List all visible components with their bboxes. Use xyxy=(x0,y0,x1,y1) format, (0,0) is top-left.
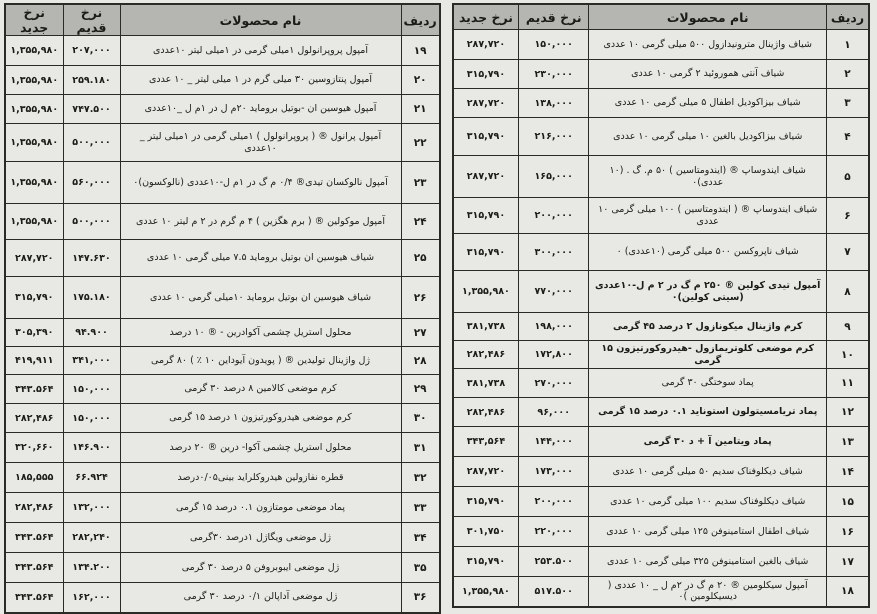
row-number-header: ردیف xyxy=(401,4,440,36)
old-price-cell: ۲۲۰,۰۰۰ xyxy=(519,517,589,547)
table-row xyxy=(453,198,869,234)
product-name-cell: کرم موضعی هیدروکورتیزون ۱ درصد ۱۵ گرمی xyxy=(120,404,401,433)
row-number-cell: ۲۱ xyxy=(401,95,440,124)
old-price-cell: ۹۶,۰۰۰ xyxy=(519,398,589,427)
row-number-cell: ۱۷ xyxy=(827,547,869,577)
product-name-cell: شیاف واژینال مترونیدازول ۵۰۰ میلی گرمی ۱۰ عددی xyxy=(589,30,827,60)
row-number-cell: ۱۳ xyxy=(827,427,869,457)
table-row xyxy=(5,375,440,404)
product-name-cell: ژل موضعی ایبوبروفن ۵ درصد ۳۰ گرمی xyxy=(120,553,401,583)
row-number-cell: ۴ xyxy=(827,118,869,156)
product-name-cell: شیاف هیوسین ان بوتیل بروماید ۱۰میلی گرمی ۱۰ عددی xyxy=(120,277,401,319)
table-row xyxy=(5,277,440,319)
product-name-cell: پماد ویتامین آ + د ۳۰ گرمی xyxy=(589,427,827,457)
table-row xyxy=(5,36,440,66)
row-number-cell: ۲۸ xyxy=(401,347,440,375)
old-price-cell: ۱۵۰,۰۰۰ xyxy=(519,30,589,60)
old-price-cell: ۷۷۰,۰۰۰ xyxy=(519,271,589,313)
product-name-cell: کرم موضعی کلوتریمازول -هیدروکورتیزون ۱۵ گرمی xyxy=(589,341,827,369)
row-number-cell: ۲۶ xyxy=(401,277,440,319)
new-price-cell: ۱,۳۵۵,۹۸۰ xyxy=(5,36,63,66)
product-name-cell: قطره نفازولین هیدروکلراید بینی۰/۰۵درصد xyxy=(120,463,401,493)
row-number-cell: ۳۶ xyxy=(401,583,440,613)
new-price-cell: ۲۸۷,۷۲۰ xyxy=(453,89,519,118)
new-price-cell: ۱,۳۵۵,۹۸۰ xyxy=(5,204,63,240)
table-row xyxy=(453,313,869,341)
product-name-cell: آمپول تیدی کولین ® ۲۵۰ م گ در ۲ م ل-۱۰عددی (سیتی کولین)۰ xyxy=(589,271,827,313)
product-name-cell: آمپول هیوسین ان -بوتیل بروماید ۲۰م ل در ۱م ل _۱۰عددی xyxy=(120,95,401,124)
product-name-cell: آمپول پروپرانولول ۱میلی گرمی در ۱میلی لیتر ۱۰عددی xyxy=(120,36,401,66)
old-price-cell: ۲۱۶,۰۰۰ xyxy=(519,118,589,156)
table-row xyxy=(453,487,869,517)
old-price-cell: ۱۴۶.۹۰۰ xyxy=(63,433,120,463)
row-number-cell: ۳۵ xyxy=(401,553,440,583)
new-price-cell: ۳۸۱,۷۳۸ xyxy=(453,369,519,398)
old-price-cell: ۲۰۷,۰۰۰ xyxy=(63,36,120,66)
product-name-cell: شیاف ایندوساپ ® (ایندومتاسین ) ۵۰ م. گ . (۱۰ عددی)۰ xyxy=(589,156,827,198)
old-price-cell: ۱۴۷.۶۳۰ xyxy=(63,240,120,277)
row-number-cell: ۵ xyxy=(827,156,869,198)
old-price-cell: ۱۳۴.۲۰۰ xyxy=(63,553,120,583)
new-price-cell: ۳۱۵,۷۹۰ xyxy=(5,277,63,319)
new-price-cell: ۲۸۲,۴۸۶ xyxy=(5,493,63,523)
table-row xyxy=(453,577,869,607)
new-price-cell: ۱,۳۵۵,۹۸۰ xyxy=(5,66,63,95)
old-price-cell: ۱۶۲,۰۰۰ xyxy=(63,583,120,613)
new-price-cell: ۳۱۵,۷۹۰ xyxy=(453,118,519,156)
new-price-header: نرخ جدید xyxy=(5,4,63,36)
old-price-cell: ۱۵۰,۰۰۰ xyxy=(63,404,120,433)
new-price-cell: ۳۲۰,۶۶۰ xyxy=(5,433,63,463)
product-name-cell: شیاف دیکلوفناک سدیم ۵۰ میلی گرمی ۱۰ عددی xyxy=(589,457,827,487)
old-price-cell: ۲۳۰,۰۰۰ xyxy=(519,60,589,89)
row-number-cell: ۲۰ xyxy=(401,66,440,95)
table-row xyxy=(453,398,869,427)
new-price-header: نرخ جدید xyxy=(453,4,519,30)
product-name-cell: شیاف دیکلوفناک سدیم ۱۰۰ میلی گرمی ۱۰ عددی xyxy=(589,487,827,517)
new-price-cell: ۳۱۵,۷۹۰ xyxy=(453,547,519,577)
table-row xyxy=(5,124,440,162)
old-price-cell: ۵۰۰,۰۰۰ xyxy=(63,124,120,162)
new-price-cell: ۲۸۷,۷۲۰ xyxy=(453,30,519,60)
table-row xyxy=(453,427,869,457)
product-name-cell: پماد تریامسیتولون استوناید ۰.۱ درصد ۱۵ گرمی xyxy=(589,398,827,427)
header-row xyxy=(453,4,869,30)
row-number-cell: ۲۵ xyxy=(401,240,440,277)
table-row xyxy=(453,89,869,118)
table-row xyxy=(5,319,440,347)
row-number-cell: ۱۶ xyxy=(827,517,869,547)
old-price-cell: ۱۹۸,۰۰۰ xyxy=(519,313,589,341)
table-row xyxy=(5,493,440,523)
new-price-cell: ۲۸۷,۷۲۰ xyxy=(5,240,63,277)
table-row xyxy=(5,95,440,124)
old-price-cell: ۲۷۰,۰۰۰ xyxy=(519,369,589,398)
product-name-cell: آمپول پرانول ® ( پروپرانولول ) ۱میلی گرمی در ۱میلی لیتر _ ۱۰عددی xyxy=(120,124,401,162)
product-name-cell: کرم موضعی کالامین ۸ درصد ۳۰ گرمی xyxy=(120,375,401,404)
row-number-cell: ۶ xyxy=(827,198,869,234)
new-price-cell: ۳۸۱,۷۳۸ xyxy=(453,313,519,341)
row-number-cell: ۳۲ xyxy=(401,463,440,493)
row-number-cell: ۷ xyxy=(827,234,869,271)
product-name-cell: پماد موضعی مومتازون ۰.۱ درصد ۱۵ گرمی xyxy=(120,493,401,523)
table-row xyxy=(453,457,869,487)
new-price-cell: ۲۸۷,۷۲۰ xyxy=(453,457,519,487)
table-row xyxy=(453,547,869,577)
price-table-right-rows-1-18 xyxy=(452,3,870,608)
row-number-cell: ۱ xyxy=(827,30,869,60)
old-price-cell: ۹۴.۹۰۰ xyxy=(63,319,120,347)
table-row xyxy=(453,60,869,89)
table-row xyxy=(5,404,440,433)
old-price-cell: ۱۵۰,۰۰۰ xyxy=(63,375,120,404)
row-number-cell: ۲۷ xyxy=(401,319,440,347)
new-price-cell: ۳۴۳.۵۶۴ xyxy=(5,583,63,613)
row-number-cell: ۳۰ xyxy=(401,404,440,433)
table-row xyxy=(453,271,869,313)
product-name-cell: آمپول موکولین ® ( برم هگزین ) ۴ م گرم در ۲ م لیتر ۱۰ عددی xyxy=(120,204,401,240)
product-name-header: نام محصولات xyxy=(589,4,827,30)
new-price-cell: ۲۸۲,۴۸۶ xyxy=(453,398,519,427)
new-price-cell: ۲۸۷,۷۲۰ xyxy=(453,156,519,198)
table-row xyxy=(453,234,869,271)
header-row xyxy=(5,4,440,36)
old-price-cell: ۶۶.۹۲۴ xyxy=(63,463,120,493)
old-price-header: نرخ قدیم xyxy=(63,4,120,36)
old-price-cell: ۱۷۳,۰۰۰ xyxy=(519,457,589,487)
product-name-cell: آمپول سیکلومین ® ۲۰ م گ در ۲م ل _ ۱۰ عددی ( دیسیکلومین )۰ xyxy=(589,577,827,607)
table-row xyxy=(453,156,869,198)
product-name-cell: شیاف آنتی هموروئید ۲ گرمی ۱۰ عددی xyxy=(589,60,827,89)
old-price-cell: ۵۶۰,۰۰۰ xyxy=(63,162,120,204)
price-table-left-rows-19-36 xyxy=(4,3,441,614)
row-number-cell: ۳۱ xyxy=(401,433,440,463)
old-price-cell: ۱۳۲,۰۰۰ xyxy=(63,493,120,523)
old-price-cell: ۱۷۲,۸۰۰ xyxy=(519,341,589,369)
old-price-cell: ۲۸۲,۲۴۰ xyxy=(63,523,120,553)
row-number-cell: ۲۹ xyxy=(401,375,440,404)
row-number-cell: ۸ xyxy=(827,271,869,313)
old-price-cell: ۵۰۰,۰۰۰ xyxy=(63,204,120,240)
product-name-cell: ژل موضعی ویگاژل ۱درصد ۳۰گرمی xyxy=(120,523,401,553)
old-price-cell: ۳۴۱,۰۰۰ xyxy=(63,347,120,375)
new-price-cell: ۳۰۵,۳۹۰ xyxy=(5,319,63,347)
table-row xyxy=(5,204,440,240)
product-name-cell: ژل واژینال تولیدین ® ( پویدون آیوداین ۱۰ ٪ ) ۸۰ گرمی xyxy=(120,347,401,375)
old-price-cell: ۲۰۰,۰۰۰ xyxy=(519,198,589,234)
product-name-cell: آمپول نالوکسان تیدی® ۰/۴ م گ در ۱م ل-۱۰عددی (نالوکسون)۰ xyxy=(120,162,401,204)
old-price-cell: ۲۰۰,۰۰۰ xyxy=(519,487,589,517)
old-price-cell: ۱۴۴,۰۰۰ xyxy=(519,427,589,457)
product-name-cell: محلول استریل چشمی آکوادرین - ® ۱۰ درصد xyxy=(120,319,401,347)
row-number-cell: ۱۰ xyxy=(827,341,869,369)
row-number-cell: ۱۱ xyxy=(827,369,869,398)
row-number-cell: ۱۹ xyxy=(401,36,440,66)
new-price-cell: ۱,۳۵۵,۹۸۰ xyxy=(5,95,63,124)
product-name-cell: ژل موضعی آداپالن ۰/۱ درصد ۳۰ گرمی xyxy=(120,583,401,613)
old-price-cell: ۳۰۰,۰۰۰ xyxy=(519,234,589,271)
product-name-cell: کرم واژینال میکونازول ۲ درصد ۴۵ گرمی xyxy=(589,313,827,341)
table-row xyxy=(453,369,869,398)
table-row xyxy=(453,118,869,156)
product-name-cell: شیاف ناپروکسن ۵۰۰ میلی گرمی (۱۰عددی) ۰ xyxy=(589,234,827,271)
row-number-cell: ۳۳ xyxy=(401,493,440,523)
row-number-cell: ۱۴ xyxy=(827,457,869,487)
old-price-header: نرخ قدیم xyxy=(519,4,589,30)
new-price-cell: ۳۴۳,۵۶۴ xyxy=(453,427,519,457)
product-name-cell: شیاف اطفال استامینوفن ۱۲۵ میلی گرمی ۱۰ عددی xyxy=(589,517,827,547)
row-number-cell: ۳ xyxy=(827,89,869,118)
row-number-cell: ۲۴ xyxy=(401,204,440,240)
product-name-cell: شیاف بیزاکودیل اطفال ۵ میلی گرمی ۱۰ عددی xyxy=(589,89,827,118)
row-number-cell: ۲۲ xyxy=(401,124,440,162)
new-price-cell: ۲۸۲,۴۸۶ xyxy=(453,341,519,369)
new-price-cell: ۳۴۳.۵۶۴ xyxy=(5,375,63,404)
old-price-cell: ۲۵۳.۵۰۰ xyxy=(519,547,589,577)
new-price-cell: ۳۱۵,۷۹۰ xyxy=(453,487,519,517)
old-price-cell: ۷۴۷.۵۰۰ xyxy=(63,95,120,124)
product-name-cell: محلول استریل چشمی آکوا- درین ® ۲۰ درصد xyxy=(120,433,401,463)
table-row xyxy=(5,523,440,553)
table-row xyxy=(5,66,440,95)
new-price-cell: ۱۸۵,۵۵۵ xyxy=(5,463,63,493)
old-price-cell: ۲۵۹.۱۸۰ xyxy=(63,66,120,95)
table-row xyxy=(5,583,440,613)
product-name-cell: آمپول پنتازوسین ۳۰ میلی گرم در ۱ میلی لیتر _ ۱۰ عددی xyxy=(120,66,401,95)
table-row xyxy=(453,341,869,369)
table-row xyxy=(453,30,869,60)
row-number-cell: ۲ xyxy=(827,60,869,89)
new-price-cell: ۳۴۳.۵۶۴ xyxy=(5,523,63,553)
row-number-header: ردیف xyxy=(827,4,869,30)
old-price-cell: ۱۶۵,۰۰۰ xyxy=(519,156,589,198)
new-price-cell: ۳۴۳.۵۶۴ xyxy=(5,553,63,583)
new-price-cell: ۳۱۵,۷۹۰ xyxy=(453,198,519,234)
row-number-cell: ۲۳ xyxy=(401,162,440,204)
table-row xyxy=(5,347,440,375)
new-price-cell: ۴۱۹,۹۱۱ xyxy=(5,347,63,375)
old-price-cell: ۱۷۵.۱۸۰ xyxy=(63,277,120,319)
product-name-cell: شیاف ایندوساپ ® ( ایندومتاسین ) ۱۰۰ میلی گرمی ۱۰ عددی xyxy=(589,198,827,234)
table-row xyxy=(5,553,440,583)
table-row xyxy=(453,517,869,547)
table-row xyxy=(5,433,440,463)
table-row xyxy=(5,463,440,493)
row-number-cell: ۱۸ xyxy=(827,577,869,607)
new-price-cell: ۳۱۵,۷۹۰ xyxy=(453,60,519,89)
new-price-cell: ۱,۳۵۵,۹۸۰ xyxy=(453,271,519,313)
table-row xyxy=(5,240,440,277)
row-number-cell: ۱۵ xyxy=(827,487,869,517)
old-price-cell: ۵۱۷.۵۰۰ xyxy=(519,577,589,607)
old-price-cell: ۱۳۸,۰۰۰ xyxy=(519,89,589,118)
product-name-header: نام محصولات xyxy=(120,4,401,36)
new-price-cell: ۱,۳۵۵,۹۸۰ xyxy=(453,577,519,607)
row-number-cell: ۳۴ xyxy=(401,523,440,553)
product-name-cell: شیاف بیزاکودیل بالغین ۱۰ میلی گرمی ۱۰ عددی xyxy=(589,118,827,156)
product-name-cell: پماد سوختگی ۳۰ گرمی xyxy=(589,369,827,398)
new-price-cell: ۱,۳۵۵,۹۸۰ xyxy=(5,162,63,204)
row-number-cell: ۱۲ xyxy=(827,398,869,427)
new-price-cell: ۳۱۵,۷۹۰ xyxy=(453,234,519,271)
new-price-cell: ۱,۳۵۵,۹۸۰ xyxy=(5,124,63,162)
new-price-cell: ۳۰۱,۷۵۰ xyxy=(453,517,519,547)
product-name-cell: شیاف بالغین استامینوفن ۳۲۵ میلی گرمی ۱۰ عددی xyxy=(589,547,827,577)
row-number-cell: ۹ xyxy=(827,313,869,341)
product-name-cell: شیاف هیوسین ان بوتیل بروماید ۷.۵ میلی گرمی ۱۰ عددی xyxy=(120,240,401,277)
table-row xyxy=(5,162,440,204)
new-price-cell: ۲۸۲,۴۸۶ xyxy=(5,404,63,433)
